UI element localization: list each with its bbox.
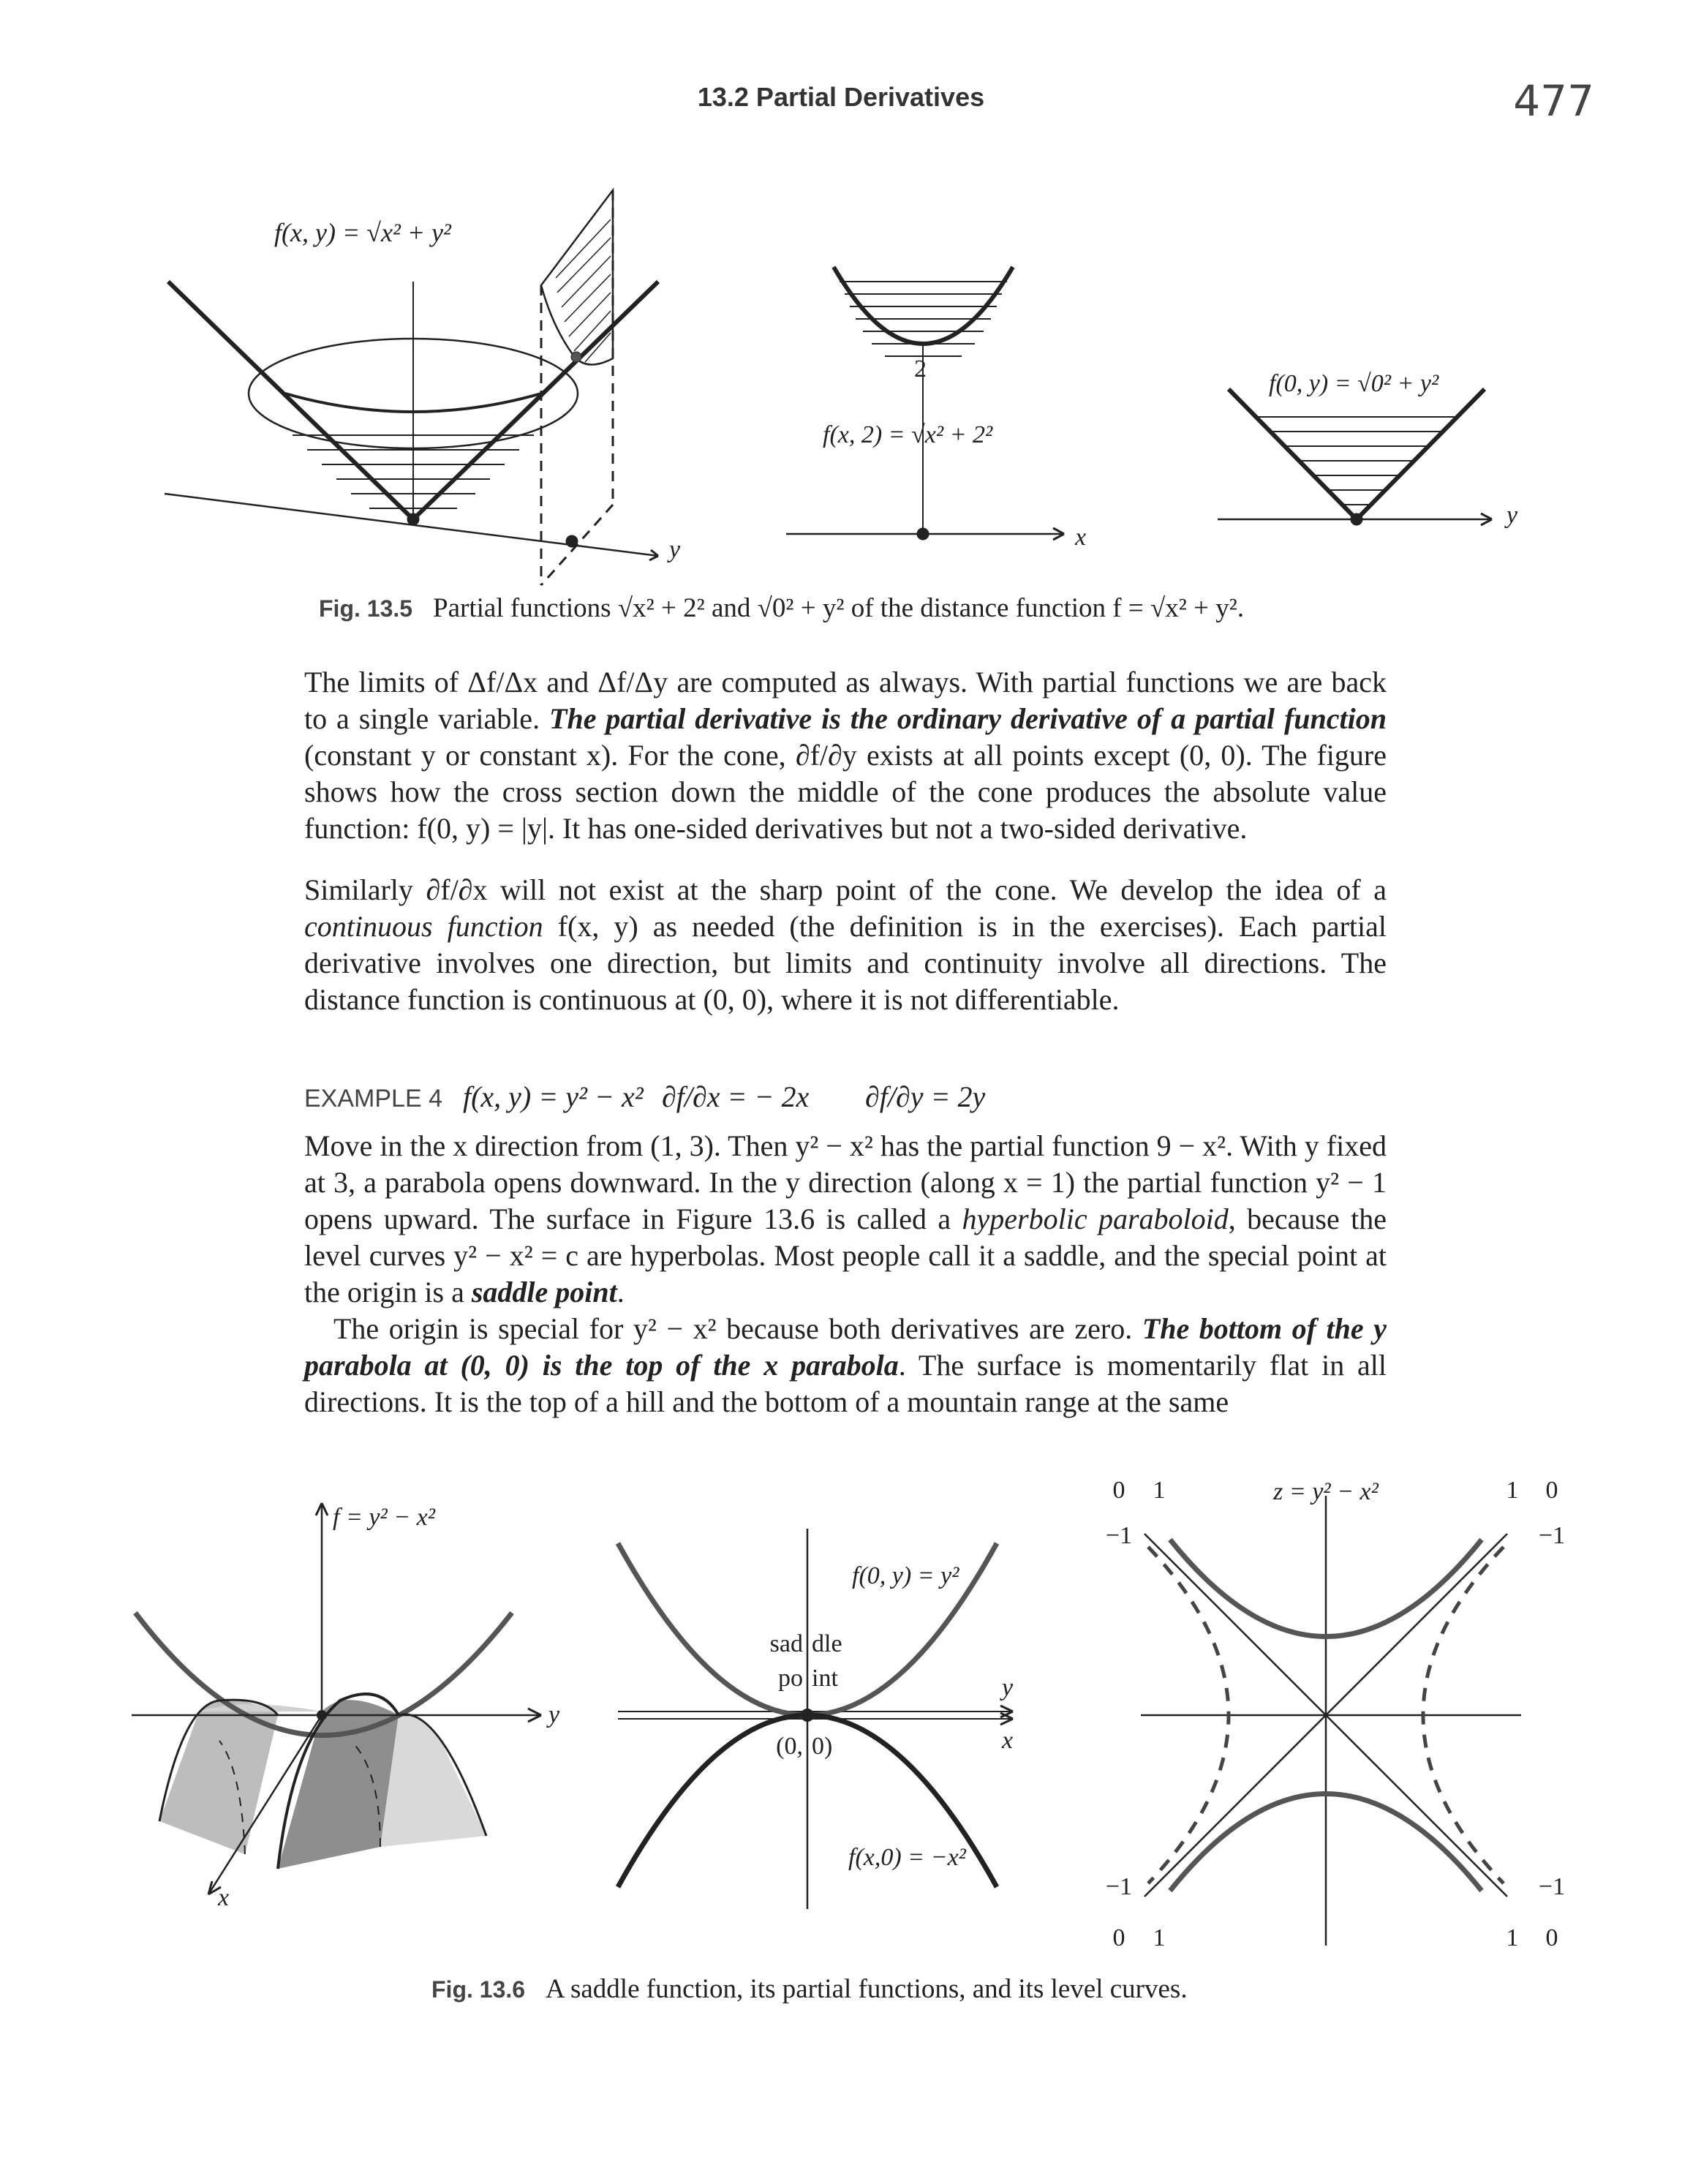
axis-y-label-2: y (1506, 502, 1518, 529)
point-text-1: po (778, 1665, 803, 1692)
level-label-bottom-1-right: 1 (1506, 1924, 1519, 1951)
example-dfdy: ∂f/∂y = 2y (864, 1080, 986, 1113)
level-label-top-1-left: 1 (1153, 1477, 1166, 1504)
saddle-text-1: sad (769, 1630, 803, 1657)
y-slice-panel (1218, 389, 1492, 525)
level-curves-title: z = y² − x² (1273, 1478, 1379, 1505)
example-4 (304, 1080, 985, 1114)
axis-x-label-4: x (1002, 1727, 1014, 1754)
y-slice-label: f(0, y) = √0² + y² (1269, 370, 1439, 397)
origin-text-2: 0) (812, 1733, 833, 1760)
two-label: 2 (914, 355, 927, 383)
paragraph-4: The origin is special for y² − x² because both derivatives are zero. The bottom of the y parabola at (0, 0) is the top of the x parabola. The surface is momentarily flat in all directions. It is the top of a hill and the bottom of a mountain range at the same (304, 1312, 1387, 1418)
level-curves-panel (1141, 1496, 1521, 1946)
level-label-bottom-0-left: 0 (1112, 1924, 1125, 1951)
caption-text-2: A saddle function, its partial functions, and its level curves. (546, 1974, 1188, 2004)
level-label-bottom-0-right: 0 (1545, 1924, 1558, 1951)
x-slice-panel (786, 267, 1064, 540)
cone-label: f(x, y) = √x² + y² (274, 218, 451, 247)
axis-x-label-1: x (1075, 524, 1087, 551)
body-text-1 (304, 664, 1387, 1018)
partial-y-label: f(0, y) = y² (852, 1562, 959, 1589)
example-label: EXAMPLE 4 (304, 1085, 442, 1112)
caption-number: Fig. 13.5 (319, 595, 413, 622)
figure-13-5 (0, 146, 1682, 600)
saddle-surface-label: f = y² − x² (333, 1504, 435, 1531)
body-text-2 (304, 1128, 1387, 1420)
example-dfdx: ∂f/∂x = − 2x (661, 1080, 810, 1113)
origin-text-1: (0, (776, 1733, 803, 1760)
axis-y-label-1: y (669, 536, 681, 563)
example-function: f(x, y) = y² − x² (462, 1080, 644, 1113)
level-label-neg1-top-right: −1 (1538, 1522, 1566, 1549)
caption-number-2: Fig. 13.6 (431, 1976, 526, 2003)
cone-panel (165, 190, 658, 585)
x-slice-label: f(x, 2) = √x² + 2² (823, 421, 993, 448)
paragraph-2: Similarly ∂f/∂x will not exist at the sharp point of the cone. We develop the idea of a continuous function f(x, y) as needed (the definition is in the exercises). Each partial derivative involves one direction, but limits and continuity involve all directions. The distance function is continuous at (0, 0), where it is not differentiable. (304, 873, 1387, 1016)
level-label-top-0-right: 0 (1545, 1477, 1558, 1504)
figure-13-5-caption (319, 592, 1244, 624)
level-label-bottom-1-left: 1 (1153, 1924, 1166, 1951)
level-label-neg1-bottom-left: −1 (1105, 1873, 1133, 1900)
point-text-2: int (812, 1665, 838, 1692)
level-label-top-1-right: 1 (1506, 1477, 1519, 1504)
page-number: 477 (1513, 76, 1594, 126)
saddle-surface-panel (132, 1503, 541, 1894)
paragraph-1: The limits of Δf/Δx and Δf/Δy are computed as always. With partial functions we are back to a single variable. The partial derivative is the ordinary derivative of a partial function (constant y or constant x). For the cone, ∂f/∂y exists at all points except (0, 0). The figure shows how the cross section down the middle of the cone produces the absolute value function: f(0, y) = |y|. It has one-sided derivatives but not a two-sided derivative. (304, 666, 1387, 845)
figure-13-6-caption (431, 1973, 1188, 2005)
axis-y-label-3: y (548, 1701, 560, 1728)
axis-y-label-4: y (1002, 1674, 1014, 1701)
figure-13-6 (0, 1463, 1682, 1975)
section-title: 13.2 Partial Derivatives (697, 82, 985, 112)
paragraph-3: Move in the x direction from (1, 3). Then y² − x² has the partial function 9 − x². With y fixed at 3, a parabola opens downward. In the y direction (along x = 1) the partial function y² − 1 opens upward. The surface in Figure 13.6 is called a hyperbolic paraboloid, because the level curves y² − x² = c are hyperbolas. Most people call it a saddle, and the special point at the origin is a saddle point. (304, 1129, 1387, 1308)
caption-text: Partial functions √x² + 2² and √0² + y² of the distance function f = √x² + y². (433, 593, 1245, 623)
axis-x-label-3: x (218, 1884, 230, 1911)
partial-x-label: f(x,0) = −x² (848, 1844, 966, 1871)
level-label-top-0-left: 0 (1112, 1477, 1125, 1504)
level-label-neg1-top-left: −1 (1105, 1522, 1133, 1549)
level-label-neg1-bottom-right: −1 (1538, 1873, 1566, 1900)
saddle-text-2: dle (812, 1630, 842, 1657)
